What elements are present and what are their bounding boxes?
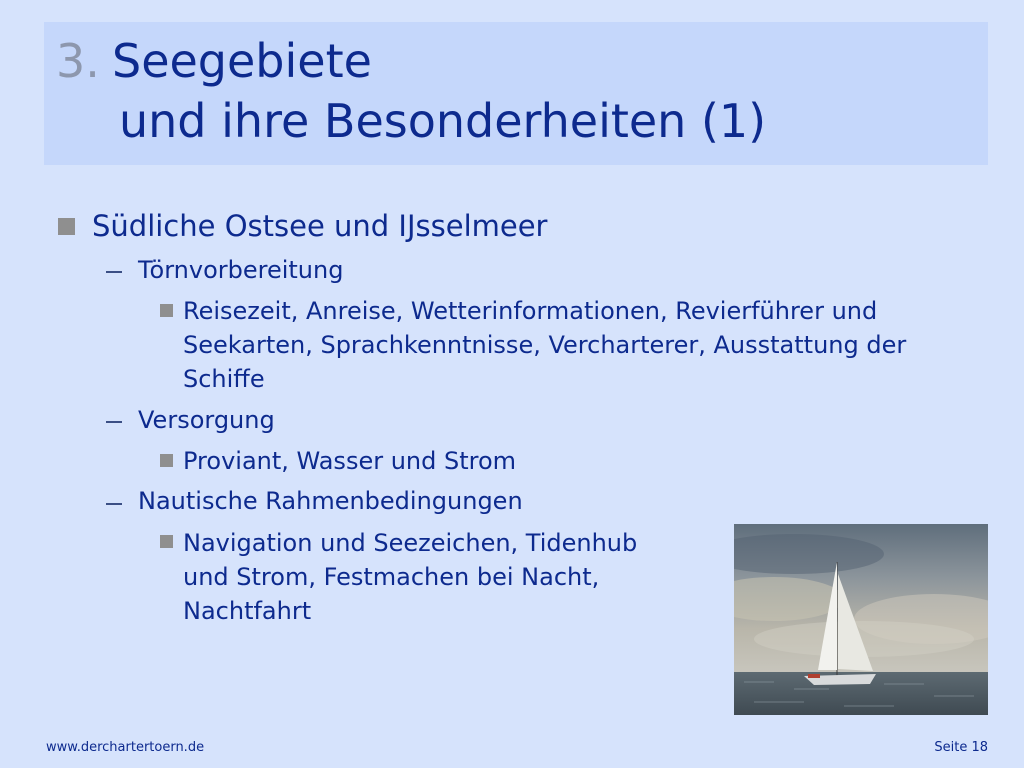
title-line-1: Seegebiete xyxy=(112,34,372,88)
bullet-level1: Südliche Ostsee und IJsselmeer xyxy=(92,209,548,243)
section-heading-3: Nautische Rahmenbedingungen xyxy=(138,487,523,515)
detail-line: Schiffe xyxy=(183,365,265,393)
detail-line: Reisezeit, Anreise, Wetterinformationen, Revierführer und xyxy=(183,297,878,325)
section-heading-2: Versorgung xyxy=(138,406,275,434)
footer-page-number: Seite 18 xyxy=(934,740,988,755)
detail-line: Nachtfahrt xyxy=(183,597,312,625)
square-bullet-icon xyxy=(160,454,173,467)
title-number: 3. xyxy=(56,34,100,88)
square-bullet-icon xyxy=(160,535,173,548)
square-bullet-icon xyxy=(160,304,173,317)
square-bullet-icon xyxy=(58,218,75,235)
dash-bullet-icon xyxy=(106,503,122,505)
detail-line: Seekarten, Sprachkenntnisse, Vercharterer, Ausstattung der xyxy=(183,331,907,359)
dash-bullet-icon xyxy=(106,421,122,423)
detail-line: und Strom, Festmachen bei Nacht, xyxy=(183,563,600,591)
detail-line: Proviant, Wasser und Strom xyxy=(183,447,517,475)
dash-bullet-icon xyxy=(106,271,122,273)
footer-website: www.derchartertoern.de xyxy=(46,740,205,755)
detail-line: Navigation und Seezeichen, Tidenhub xyxy=(183,529,638,557)
sailboat-photo xyxy=(734,524,988,715)
section-heading-1: Törnvorbereitung xyxy=(138,256,344,284)
title-line-2: und ihre Besonderheiten (1) xyxy=(119,94,767,148)
